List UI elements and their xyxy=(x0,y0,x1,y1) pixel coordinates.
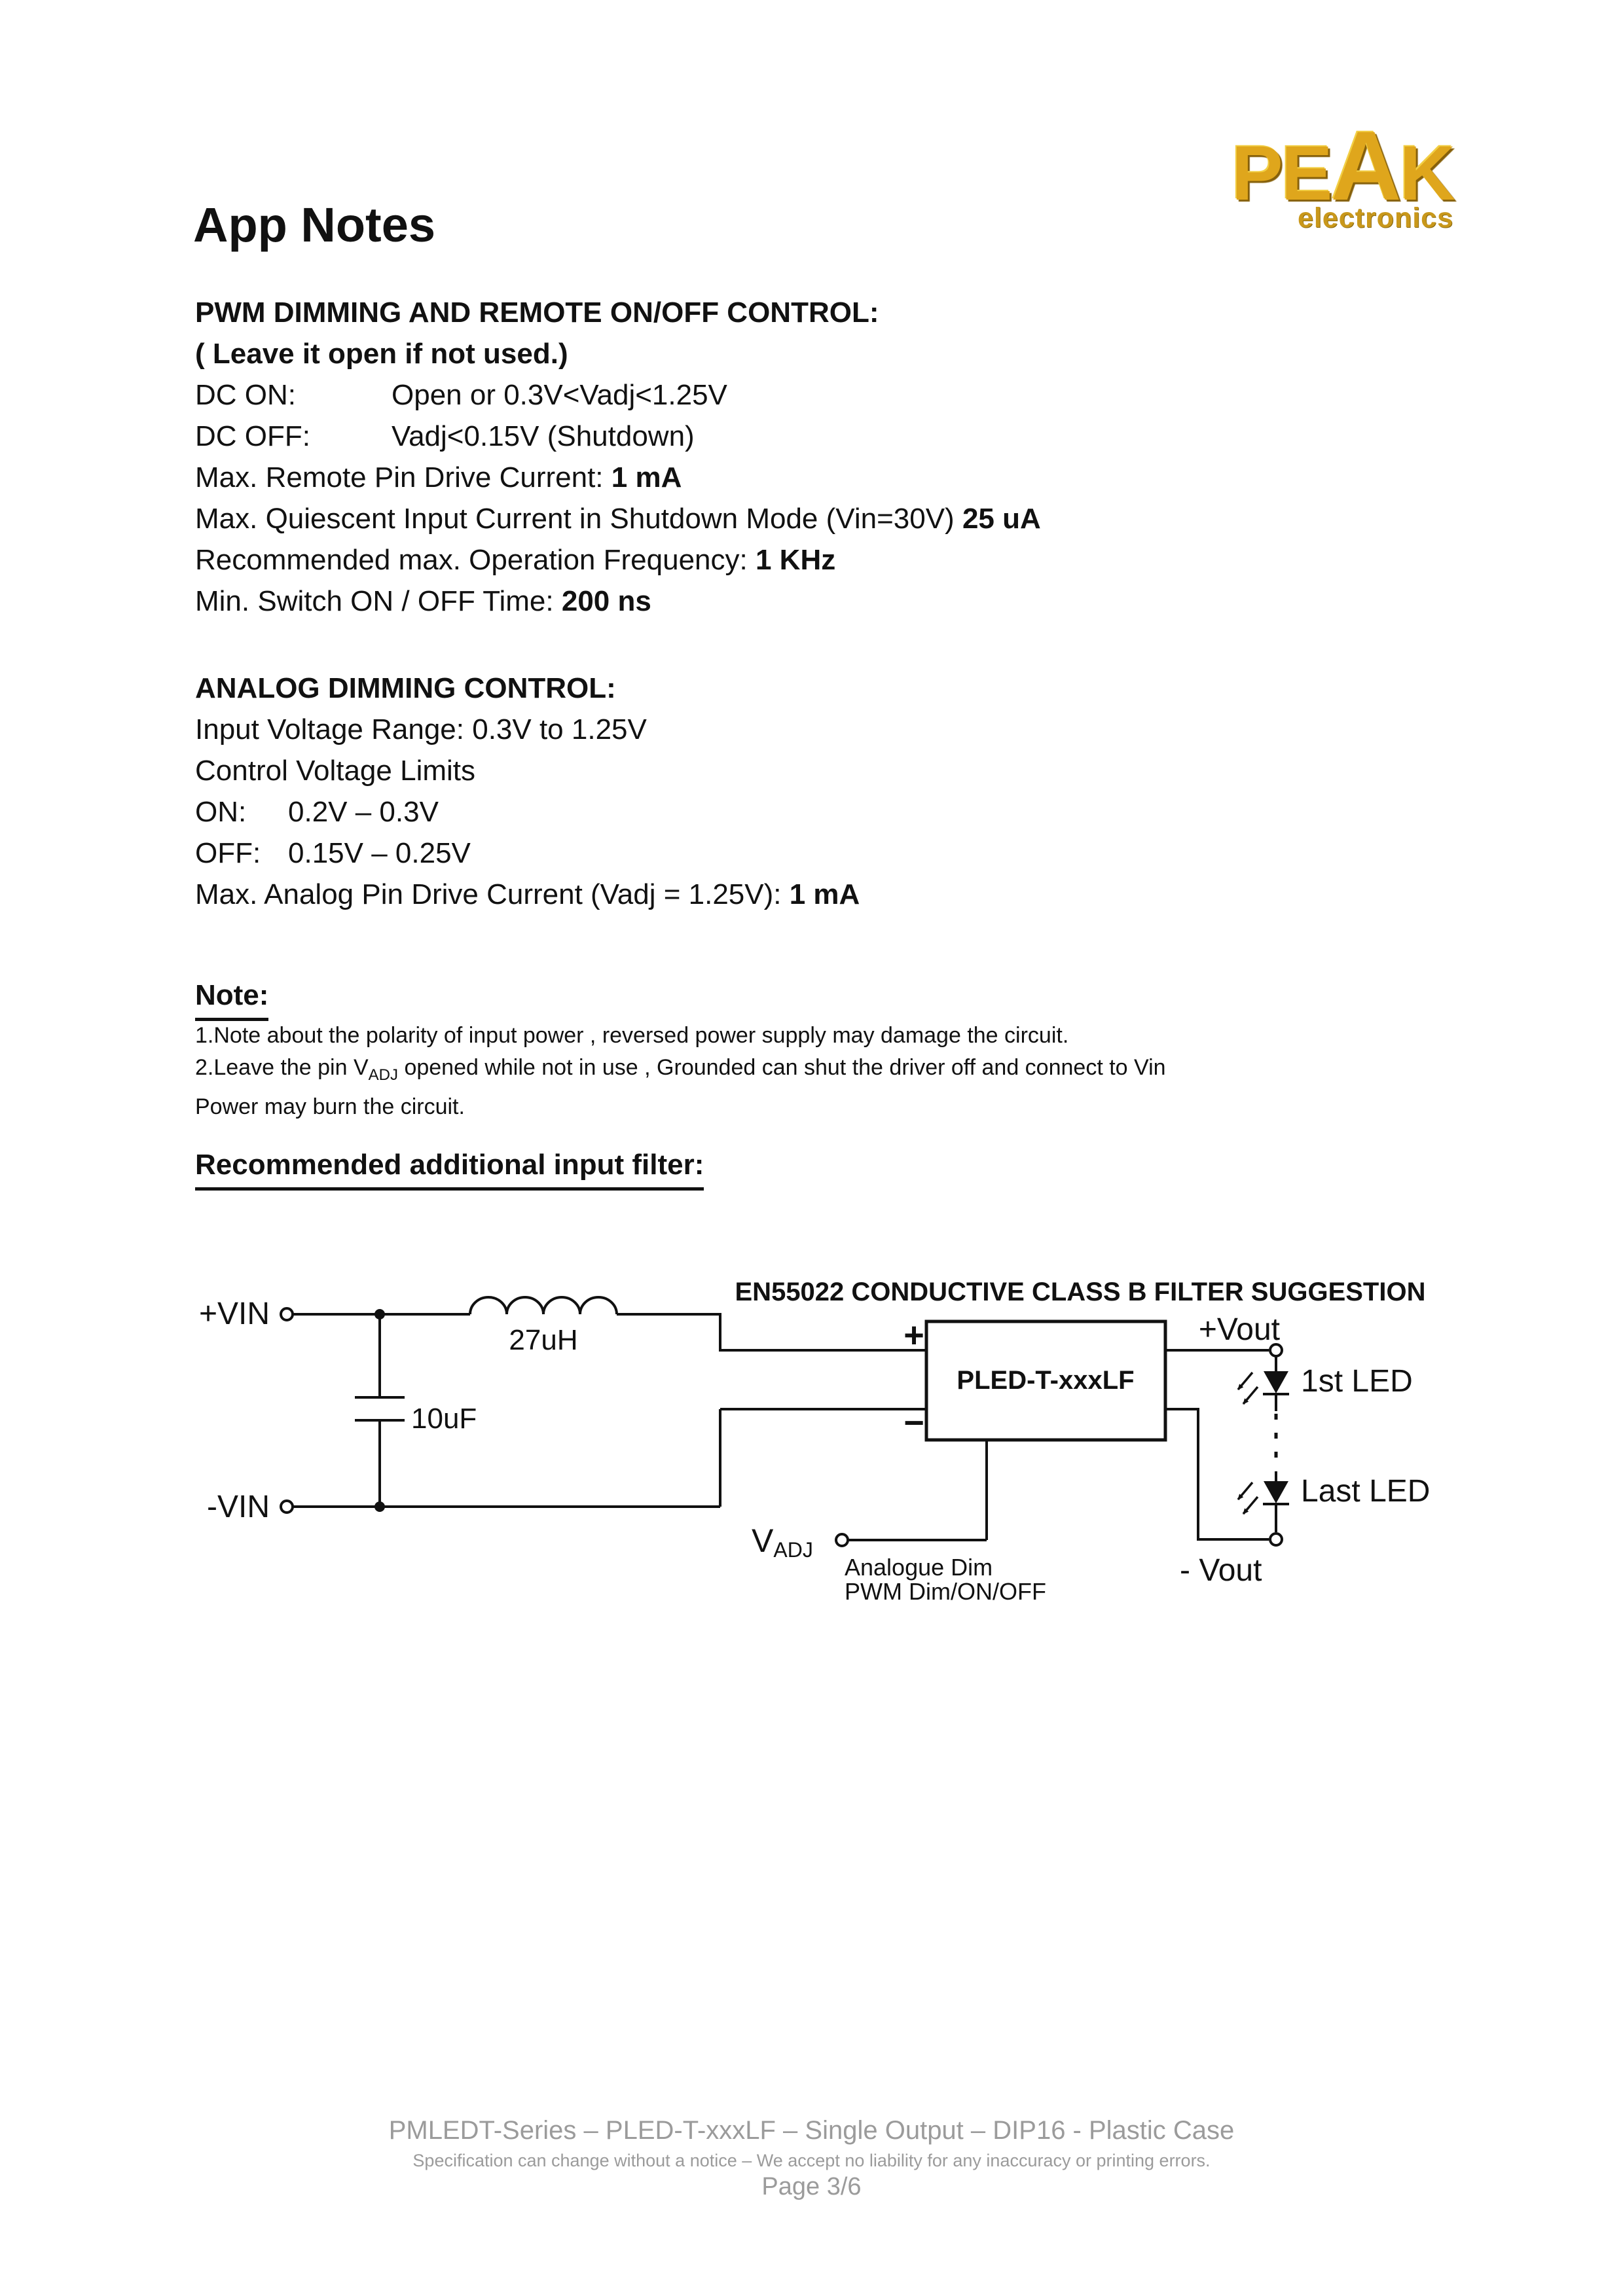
capacitor-symbol xyxy=(355,1314,405,1507)
row-value: Vadj<0.15V (Shutdown) xyxy=(392,420,695,452)
row-label: DC ON: xyxy=(195,379,296,411)
line-text: Max. Analog Pin Drive Current (Vadj = 1.25V): xyxy=(195,878,790,910)
inductor-value-label: 27uH xyxy=(509,1324,578,1356)
note-line-1: 1.Note about the polarity of input power , reversed power supply may damage the circuit. xyxy=(195,1023,1069,1048)
led1-triangle xyxy=(1264,1371,1288,1393)
pwm-line-op-frequency xyxy=(195,539,1041,581)
vadj-analogue-dim-label: Analogue Dim xyxy=(845,1554,993,1581)
led-first-label: 1st LED xyxy=(1301,1364,1413,1399)
led2-light-arrow-2 xyxy=(1243,1497,1258,1514)
module-plus-label: + xyxy=(903,1316,924,1355)
vin-neg-terminal xyxy=(281,1501,293,1513)
led-last-label: Last LED xyxy=(1301,1474,1431,1509)
input-filter-schematic xyxy=(164,1263,1473,1630)
row-label: ON: xyxy=(195,796,247,828)
schematic-title: EN55022 CONDUCTIVE CLASS B FILTER SUGGESTION xyxy=(735,1278,1426,1306)
line-bold-value: 200 ns xyxy=(561,585,651,617)
vin-pos-terminal xyxy=(281,1308,293,1320)
pwm-row-dc-off xyxy=(195,416,1041,457)
vadj-label-sub: ADJ xyxy=(773,1538,813,1562)
led1-light-arrow-2 xyxy=(1243,1387,1258,1404)
footer-page-number: Page 3/6 xyxy=(761,2173,862,2200)
pwm-subheading: ( Leave it open if not used.) xyxy=(195,338,568,370)
note-heading-wrap xyxy=(195,975,268,1021)
note-heading: Note: xyxy=(195,975,268,1021)
logo-text-k: K xyxy=(1399,130,1453,217)
vadj-label xyxy=(752,1522,813,1562)
line-text: Max. Quiescent Input Current in Shutdown Mode (Vin=30V) xyxy=(195,503,962,535)
note-line-3: Power may burn the circuit. xyxy=(195,1094,465,1119)
analog-row-off xyxy=(195,833,860,874)
vadj-terminal xyxy=(836,1534,848,1546)
filter-heading-wrap xyxy=(195,1144,704,1191)
logo-text-a: A xyxy=(1330,111,1400,221)
vout-pos-label: +Vout xyxy=(1198,1312,1280,1347)
pwm-line-quiescent-current xyxy=(195,498,1041,539)
wire-vout-neg xyxy=(1165,1409,1269,1539)
note-line2-post: opened while not in use , Grounded can shut the driver off and connect to Vin xyxy=(398,1055,1166,1080)
pwm-line-switch-time xyxy=(195,581,1041,622)
row-value: 0.2V – 0.3V xyxy=(288,796,439,828)
vout-neg-label: - Vout xyxy=(1180,1553,1262,1588)
logo-text-pe: PE xyxy=(1231,130,1331,217)
row-value: Open or 0.3V<Vadj<1.25V xyxy=(392,379,727,411)
vout-neg-terminal xyxy=(1270,1534,1282,1545)
wire-vadj xyxy=(848,1441,987,1540)
line-text: Max. Remote Pin Drive Current: xyxy=(195,461,611,493)
vin-neg-label: -VIN xyxy=(207,1490,270,1524)
line-bold-value: 25 uA xyxy=(962,503,1041,535)
led2-light-arrow-1 xyxy=(1238,1482,1252,1499)
line-text: Recommended max. Operation Frequency: xyxy=(195,544,756,576)
analog-heading: ANALOG DIMMING CONTROL: xyxy=(195,672,616,704)
capacitor-value-label: 10uF xyxy=(411,1403,477,1435)
analog-line-pin-current xyxy=(195,874,860,915)
note-line2-pre: 2.Leave the pin V xyxy=(195,1055,369,1080)
row-label: OFF: xyxy=(195,837,261,869)
note-line-2 xyxy=(195,1052,1166,1091)
line-text: Min. Switch ON / OFF Time: xyxy=(195,585,562,617)
vadj-label-v: V xyxy=(752,1522,774,1559)
vadj-subscript: ADJ xyxy=(368,1066,398,1084)
filter-heading: Recommended additional input filter: xyxy=(195,1144,704,1191)
pwm-heading: PWM DIMMING AND REMOTE ON/OFF CONTROL: xyxy=(195,296,879,329)
line-bold-value: 1 KHz xyxy=(755,544,836,576)
led1-light-arrow-1 xyxy=(1238,1372,1252,1390)
wire-inductor-to-module xyxy=(617,1314,926,1350)
line-bold-value: 1 mA xyxy=(611,461,682,493)
row-label: DC OFF: xyxy=(195,420,310,452)
section-pwm xyxy=(195,292,1041,622)
junction-dot-top xyxy=(374,1309,385,1319)
led2-triangle xyxy=(1264,1481,1288,1503)
line-bold-value: 1 mA xyxy=(789,878,860,910)
vin-pos-label: +VIN xyxy=(198,1297,270,1331)
analog-row-on xyxy=(195,791,860,833)
pwm-line-remote-current xyxy=(195,457,1041,498)
vadj-pwm-dim-label: PWM Dim/ON/OFF xyxy=(845,1578,1046,1605)
logo-subtitle: electronics xyxy=(1297,202,1453,234)
section-analog xyxy=(195,668,860,915)
peak-logo xyxy=(1172,111,1453,234)
page-title: App Notes xyxy=(193,198,435,252)
row-value: 0.15V – 0.25V xyxy=(288,837,471,869)
pwm-row-dc-on xyxy=(195,374,1041,416)
section-note xyxy=(195,1020,1166,1123)
junction-dot-bottom xyxy=(374,1501,385,1512)
footer-series-line: PMLEDT-Series – PLED-T-xxxLF – Single Output – DIP16 - Plastic Case xyxy=(388,2116,1235,2145)
module-minus-label: − xyxy=(903,1403,924,1443)
analog-control-limits: Control Voltage Limits xyxy=(195,755,475,787)
analog-input-range: Input Voltage Range: 0.3V to 1.25V xyxy=(195,713,647,745)
inductor-coil xyxy=(470,1297,617,1314)
footer-disclaimer-line: Specification can change without a notice – We accept no liability for any inaccuracy or printing errors. xyxy=(412,2151,1211,2170)
module-name-label: PLED-T-xxxLF xyxy=(957,1366,1135,1395)
